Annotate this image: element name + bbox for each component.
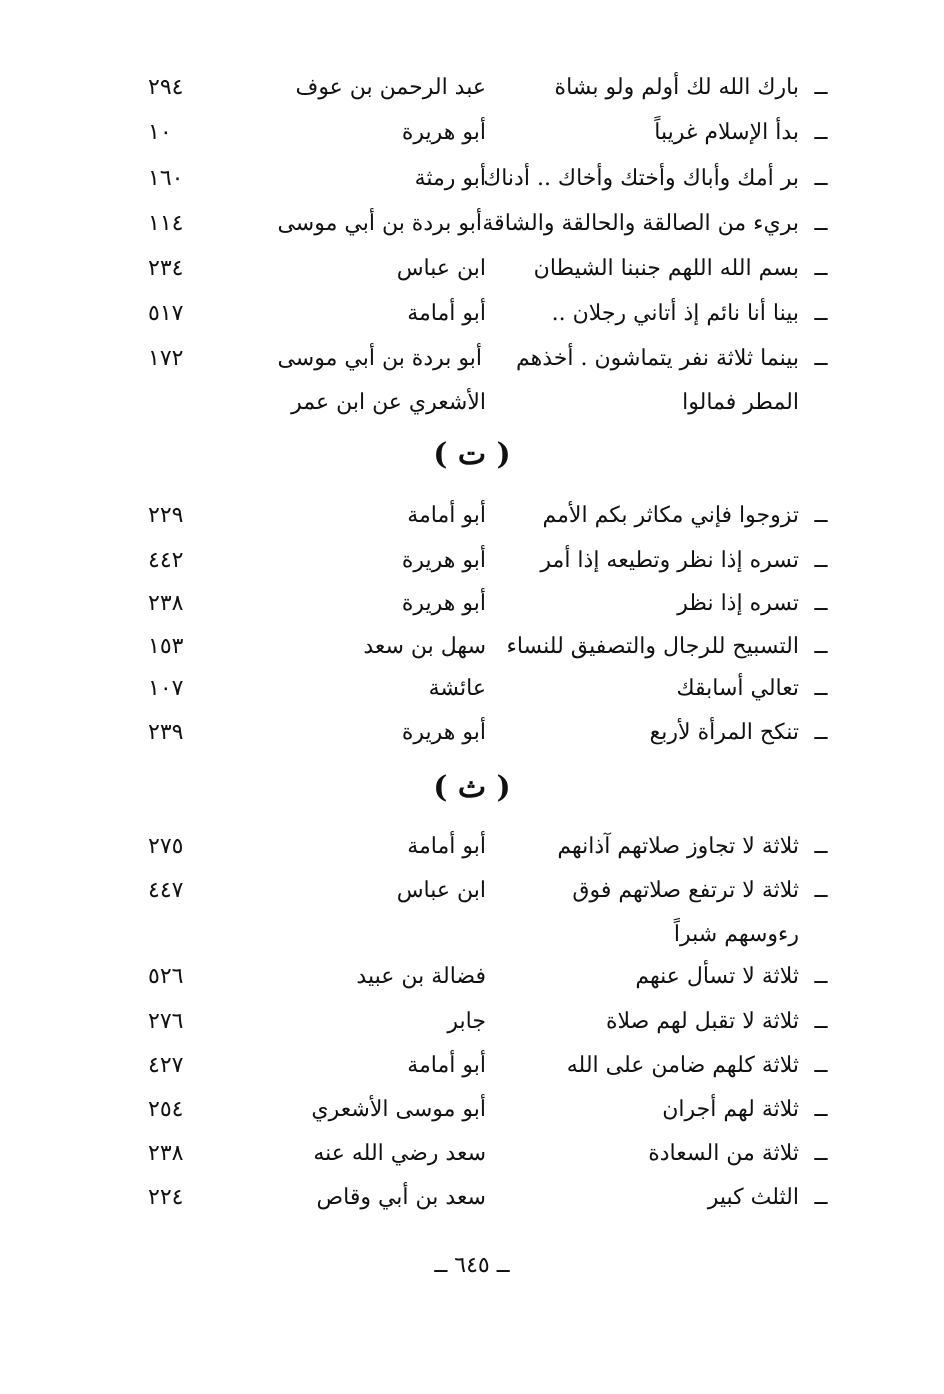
- hadith-text: تزوجوا فإني مكاثر بكم الأمم: [542, 503, 799, 528]
- index-entry: [0, 1001, 944, 1043]
- entry-dash: ــ: [814, 1141, 828, 1166]
- page-folio: ــ ٦٤٥ ــ: [434, 1253, 510, 1278]
- narrator: أبو رمثة: [414, 166, 486, 191]
- index-entry: [0, 583, 944, 625]
- narrator: أبو هريرة: [401, 720, 486, 745]
- index-entry: [0, 158, 944, 200]
- narrator: أبو موسى الأشعري: [311, 1097, 486, 1122]
- hadith-text: بارك الله لك أولم ولو بشاة: [554, 75, 799, 100]
- hadith-text: التسبيح للرجال والتصفيق للنساء: [506, 634, 799, 659]
- entry-dash: ــ: [814, 1053, 828, 1078]
- narrator: فضالة بن عبيد: [356, 964, 486, 989]
- entry-dash: ــ: [814, 878, 828, 903]
- index-entry: [0, 112, 944, 154]
- entry-dash: ــ: [814, 503, 828, 528]
- page-number: ٢٣٨: [148, 1141, 184, 1166]
- page-number: ٤٤٢: [148, 548, 184, 573]
- hadith-text: بدأ الإسلام غريباً: [654, 120, 799, 145]
- narrator-continued: الأشعري عن ابن عمر: [291, 390, 486, 415]
- section-heading-tha: ( ث ): [433, 770, 511, 805]
- narrator: سعد رضي الله عنه: [313, 1141, 486, 1166]
- hadith-text: تعالي أسابقك: [676, 676, 799, 701]
- entry-dash: ــ: [814, 591, 828, 616]
- narrator: أبو هريرة: [401, 591, 486, 616]
- hadith-text: ثلاثة لا تجاوز صلاتهم آذانهم: [557, 834, 799, 859]
- index-entry: [0, 540, 944, 582]
- index-entry: [0, 826, 944, 868]
- entry-dash: ــ: [814, 676, 828, 701]
- page-number: ١٠٧: [148, 676, 184, 701]
- index-entry-continuation: [0, 382, 944, 424]
- page-number: ٢٧٦: [148, 1009, 184, 1034]
- hadith-text: تسره إذا نظر وتطيعه إذا أمر: [540, 548, 799, 573]
- index-entry: [0, 67, 944, 109]
- index-entry: [0, 668, 944, 710]
- page-number: ١٥٣: [148, 634, 184, 659]
- entry-dash: ــ: [814, 75, 828, 100]
- hadith-text: بر أمك وأباك وأختك وأخاك .. أدناك: [483, 166, 799, 191]
- entry-dash: ــ: [814, 166, 828, 191]
- narrator: ابن عباس: [396, 878, 486, 903]
- hadith-text: تنكح المرأة لأربع: [649, 720, 799, 745]
- page-number: ١١٤: [148, 211, 184, 236]
- page-number: ٢٣٩: [148, 720, 184, 745]
- index-entry: [0, 293, 944, 335]
- narrator: عبد الرحمن بن عوف: [295, 75, 486, 100]
- page-number: ٤٤٧: [148, 878, 184, 903]
- page-number: ١٠: [148, 120, 172, 145]
- hadith-text-continued: المطر فمالوا: [682, 390, 799, 415]
- hadith-text: بريء من الصالقة والحالقة والشاقة: [482, 211, 799, 236]
- entry-dash: ــ: [814, 301, 828, 326]
- hadith-text: ثلاثة لا تقبل لهم صلاة: [605, 1009, 799, 1034]
- entry-dash: ــ: [814, 1185, 828, 1210]
- hadith-text: ثلاثة لهم أجران: [662, 1097, 799, 1122]
- page-number: ٤٢٧: [148, 1053, 184, 1078]
- index-entry: [0, 248, 944, 290]
- entry-dash: ــ: [814, 256, 828, 281]
- index-entry: [0, 626, 944, 668]
- index-entry-continuation: [0, 914, 944, 956]
- narrator: عائشة: [428, 676, 486, 701]
- index-entry: [0, 870, 944, 912]
- hadith-text: بينا أنا نائم إذ أتاني رجلان ..: [551, 301, 799, 326]
- page-number: ٢٩٤: [148, 75, 184, 100]
- page-number: ٢٢٤: [148, 1185, 184, 1210]
- section-heading-ta: ( ت ): [433, 437, 511, 472]
- index-entry: [0, 712, 944, 754]
- entry-dash: ــ: [814, 211, 828, 236]
- narrator: جابر: [447, 1009, 486, 1034]
- page-number: ٥٢٦: [148, 964, 184, 989]
- narrator: أبو أمامة: [407, 301, 486, 326]
- page-number: ٥١٧: [148, 301, 184, 326]
- hadith-text: تسره إذا نظر: [677, 591, 799, 616]
- entry-dash: ــ: [814, 720, 828, 745]
- narrator: سعد بن أبي وقاص: [316, 1185, 486, 1210]
- page-number: ٢٥٤: [148, 1097, 184, 1122]
- entry-dash: ــ: [814, 548, 828, 573]
- hadith-text: ثلاثة من السعادة: [648, 1141, 799, 1166]
- narrator: سهل بن سعد: [363, 634, 486, 659]
- narrator: أبو أمامة: [407, 503, 486, 528]
- index-entry: [0, 1089, 944, 1131]
- hadith-text: بينما ثلاثة نفر يتماشون . أخذهم: [516, 346, 799, 371]
- entry-dash: ــ: [814, 346, 828, 371]
- index-entry: [0, 1133, 944, 1175]
- hadith-text: ثلاثة لا ترتفع صلاتهم فوق: [572, 878, 799, 903]
- narrator: أبو هريرة: [401, 548, 486, 573]
- page-number: ١٧٢: [148, 346, 184, 371]
- index-entry: [0, 338, 944, 380]
- index-entry: [0, 956, 944, 998]
- entry-dash: ــ: [814, 120, 828, 145]
- narrator: أبو أمامة: [407, 1053, 486, 1078]
- page-number: ١٦٠: [148, 166, 184, 191]
- narrator: أبو بردة بن أبي موسى: [277, 346, 482, 371]
- hadith-text: الثلث كبير: [707, 1185, 799, 1210]
- hadith-text: بسم الله اللهم جنبنا الشيطان: [533, 256, 799, 281]
- narrator: أبو بردة بن أبي موسى: [277, 211, 482, 236]
- entry-dash: ــ: [814, 1097, 828, 1122]
- page-number: ٢٣٨: [148, 591, 184, 616]
- hadith-text: ثلاثة لا تسأل عنهم: [635, 964, 799, 989]
- narrator: أبو هريرة: [401, 120, 486, 145]
- page-number: ٢٣٤: [148, 256, 184, 281]
- narrator: ابن عباس: [396, 256, 486, 281]
- index-entry: [0, 495, 944, 537]
- index-entry: [0, 203, 944, 245]
- entry-dash: ــ: [814, 964, 828, 989]
- entry-dash: ــ: [814, 1009, 828, 1034]
- hadith-text-continued: رءوسهم شبراً: [673, 922, 799, 947]
- hadith-text: ثلاثة كلهم ضامن على الله: [566, 1053, 799, 1078]
- page-number: ٢٧٥: [148, 834, 184, 859]
- entry-dash: ــ: [814, 634, 828, 659]
- entry-dash: ــ: [814, 834, 828, 859]
- index-entry: [0, 1045, 944, 1087]
- narrator: أبو أمامة: [407, 834, 486, 859]
- index-entry: [0, 1177, 944, 1219]
- page-number: ٢٢٩: [148, 503, 184, 528]
